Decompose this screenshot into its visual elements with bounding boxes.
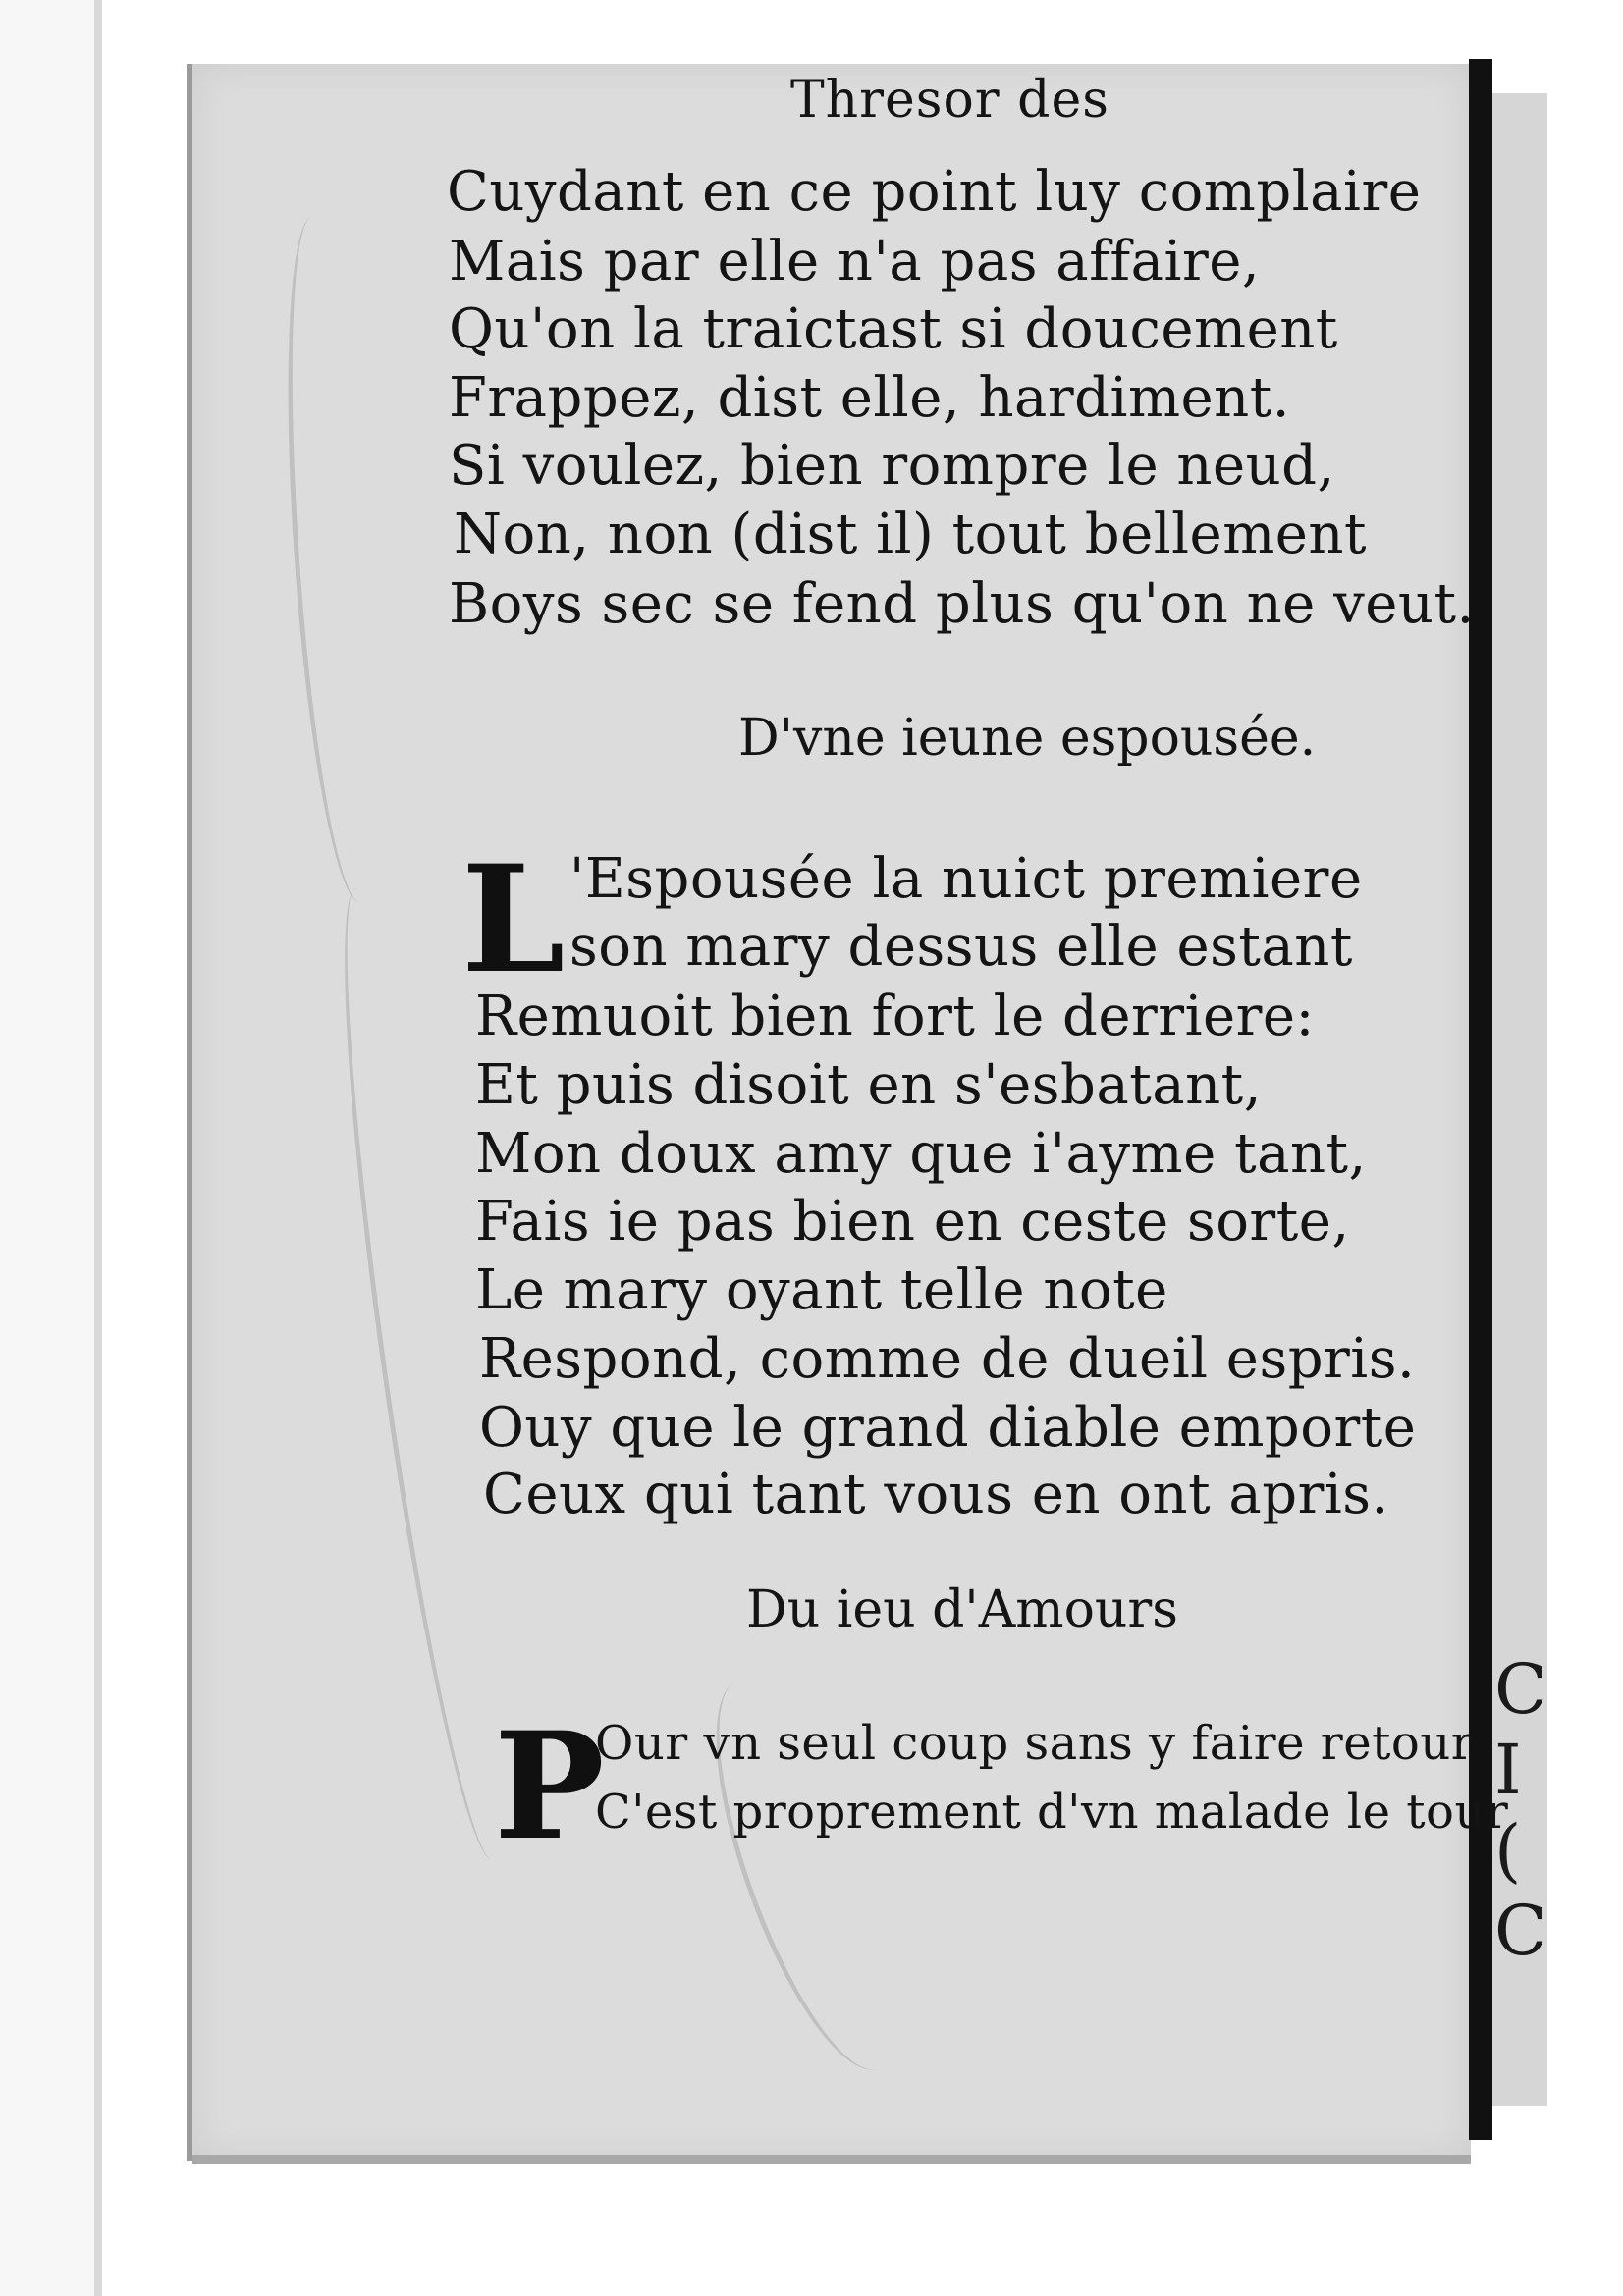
verse-line: 'Espousée la nuict premiere [569,847,1363,911]
left-margin [0,0,98,2296]
drop-capital: P [494,1700,605,1873]
verse-line: Our vn seul coup sans y faire retour [595,1716,1475,1771]
page-bottom-edge [192,2155,1471,2164]
verse-line: Frappez, dist elle, hardiment. [449,366,1291,430]
verse-line: Le mary oyant telle note [475,1258,1168,1322]
verse-line: Si voulez, bien rompre le neud, [449,434,1335,498]
poem-title: D'vne ieune espousée. [738,709,1317,768]
verse-line: Mon doux amy que i'ayme tant, [475,1122,1367,1186]
verse-line: C'est proprement d'vn malade le tour [595,1785,1509,1840]
verse-line: Cuydant en ce point luy complaire [447,160,1422,224]
right-margin [1547,0,1623,2296]
drop-capital: L [461,833,566,1006]
verse-line: Non, non (dist il) tout bellement [454,503,1367,566]
verse-line: Fais ie pas bien en ceste sorte, [475,1190,1350,1254]
verse-line: Ceux qui tant vous en ont apris. [483,1463,1389,1526]
verse-line: Mais par elle n'a pas affaire, [449,230,1261,294]
running-header: Thresor des [790,71,1109,130]
poem-title: Du ieu d'Amours [746,1580,1178,1639]
facing-page-glyphs: C I ( C [1494,1649,1547,1971]
verse-line: Respond, comme de dueil espris. [479,1327,1416,1391]
left-gutter-line [94,0,102,2296]
verse-line: Ouy que le grand diable emporte [479,1396,1417,1460]
verse-line: Et puis disoit en s'esbatant, [475,1053,1262,1117]
verse-line: Qu'on la traictast si doucement [449,297,1338,361]
verse-line: son mary dessus elle estant [569,915,1353,979]
verse-line: Boys sec se fend plus qu'on ne veut. [449,572,1475,636]
verse-line: Remuoit bien fort le derriere: [475,985,1315,1048]
